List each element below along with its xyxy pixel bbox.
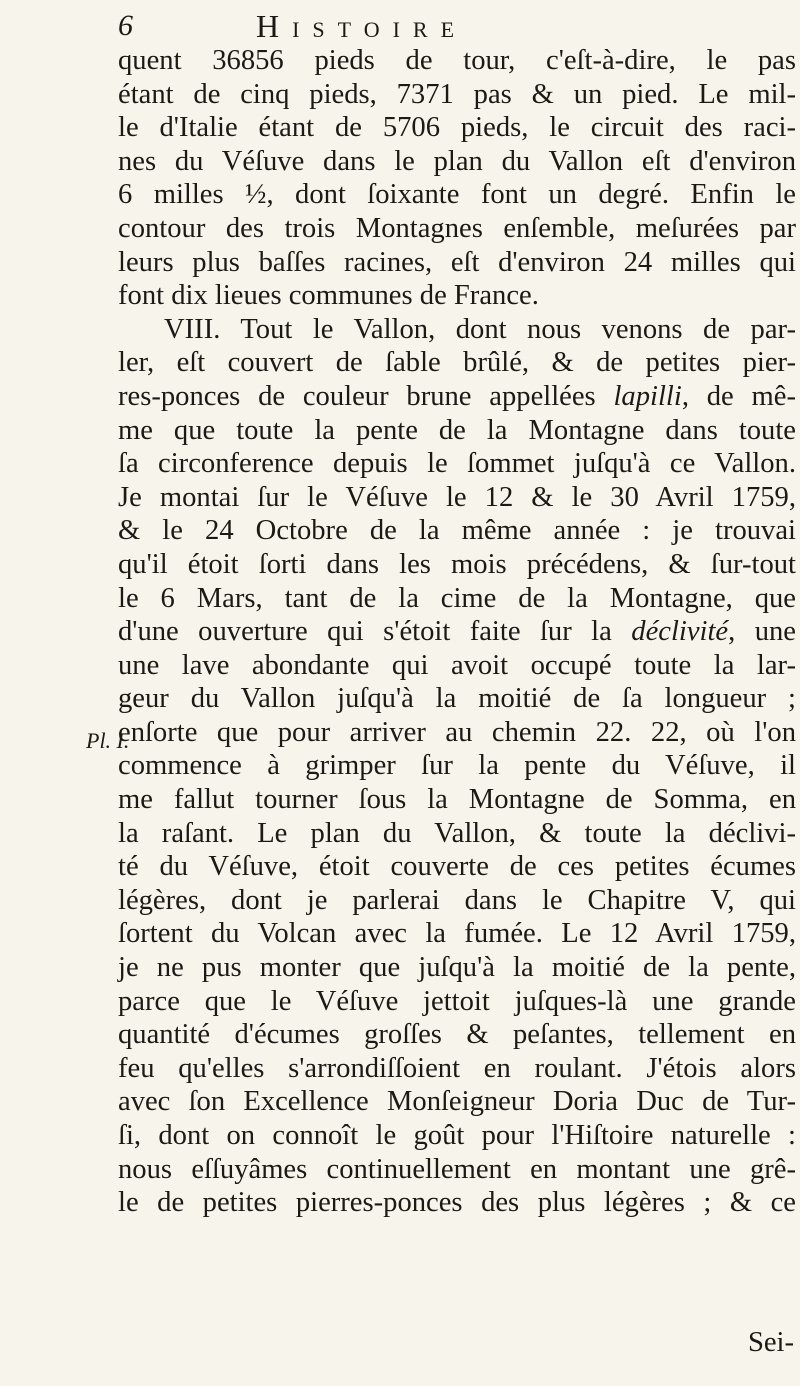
- text-line: geur du Vallon juſqu'à la moitié de ſa longueur ;: [118, 683, 796, 715]
- text-line: le 6 Mars, tant de la cime de la Montagne, que: [118, 582, 796, 614]
- catchword: Sei-: [747, 1327, 794, 1358]
- text-line: étant de cinq pieds, 7371 pas & un pied. Le mil-: [118, 78, 796, 110]
- text-line: la raſant. Le plan du Vallon, & toute la déclivi-: [118, 817, 796, 849]
- text-line: le d'Italie étant de 5706 pieds, le circuit des raci-: [118, 112, 796, 144]
- text-line: contour des trois Montagnes enſemble, meſurées par: [118, 212, 796, 244]
- text-line: té du Véſuve, étoit couverte de ces petites écumes: [118, 851, 796, 883]
- text-line: avec ſon Excellence Monſeigneur Doria Duc de Tur-: [118, 1086, 796, 1118]
- text-line: res-ponces de couleur brune appellées lapilli, de mê-: [118, 380, 797, 412]
- text-line: font dix lieues communes de France.: [118, 280, 539, 312]
- text-line: enſorte que pour arriver au chemin 22. 22, où l'on: [118, 716, 796, 748]
- text-line: d'une ouverture qui s'étoit faite ſur la déclivité, une: [118, 616, 796, 648]
- running-head: Histoire: [256, 8, 468, 44]
- body-text: [118, 44, 796, 1220]
- page-number: 6: [118, 9, 133, 42]
- text-line: ſi, dont on connoît le goût pour l'Hiſtoire naturelle :: [118, 1120, 796, 1151]
- text-line: parce que le Véſuve jettoit juſques-là une grande: [118, 985, 796, 1017]
- text-line: commence à grimper ſur la pente du Véſuve, il: [118, 750, 796, 782]
- text-line: nes du Véſuve dans le plan du Vallon eſt d'environ: [118, 145, 796, 177]
- text-line: quent 36856 pieds de tour, c'eſt-à-dire, le pas: [118, 45, 796, 76]
- text-line: ſa circonference depuis le ſommet juſqu'à ce Vallon.: [118, 448, 796, 480]
- text-line: qu'il étoit ſorti dans les mois précédens, & ſur-tout: [118, 548, 796, 580]
- text-line: ſortent du Volcan avec la fumée. Le 12 Avril 1759,: [118, 918, 796, 950]
- text-line: & le 24 Octobre de la même année : je trouvai: [118, 515, 796, 547]
- text-line: le de petites pierres-ponces des plus légères ; & ce: [118, 1187, 796, 1219]
- text-line: VIII. Tout le Vallon, dont nous venons de par-: [164, 313, 796, 345]
- text-line: 6 milles ½, dont ſoixante font un degré. Enfin le: [118, 179, 796, 211]
- text-line: je ne pus monter que juſqu'à la moitié de la pente,: [118, 952, 796, 984]
- text-line: quantité d'écumes groſſes & peſantes, tellement en: [118, 1019, 796, 1051]
- page-header: [118, 6, 798, 46]
- plate-reference-note: Pl. I.: [86, 728, 130, 753]
- text-line: leurs plus baſſes racines, eſt d'environ 24 milles qui: [118, 246, 796, 278]
- text-line: ler, eſt couvert de ſable brûlé, & de petites pier-: [118, 347, 796, 379]
- text-line: nous eſſuyâmes continuellement en montant une grê-: [118, 1153, 796, 1185]
- text-line: une lave abondante qui avoit occupé toute la lar-: [118, 649, 796, 681]
- text-line: Je montai ſur le Véſuve le 12 & le 30 Avril 1759,: [118, 481, 796, 513]
- text-line: me fallut tourner ſous la Montagne de Somma, en: [118, 784, 796, 816]
- text-line: feu qu'elles s'arrondiſſoient en roulant. J'étois alors: [118, 1052, 796, 1084]
- text-line: me que toute la pente de la Montagne dans toute: [118, 414, 796, 446]
- text-line: légères, dont je parlerai dans le Chapitre V, qui: [118, 884, 796, 916]
